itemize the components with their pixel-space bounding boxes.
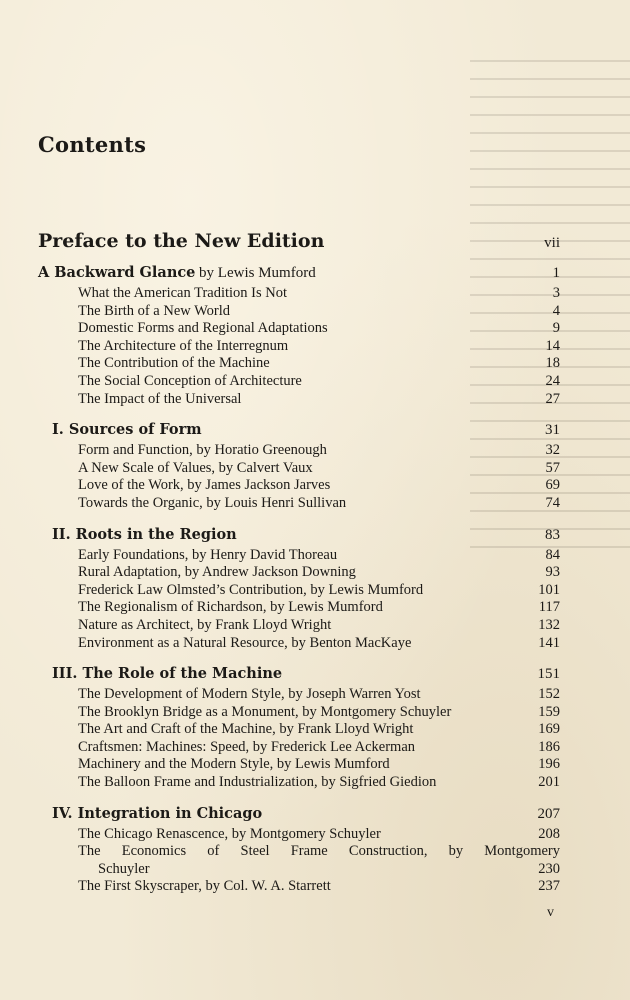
page-title: Contents bbox=[38, 132, 147, 157]
toc-entry bbox=[38, 826, 560, 844]
entry-title: Towards the Organic, by Louis Henri Sullivan bbox=[78, 494, 347, 511]
preface-row bbox=[38, 230, 560, 256]
entry-title: The Chicago Renascence, by Montgomery Schuyler bbox=[78, 825, 381, 842]
toc-entry bbox=[38, 442, 560, 460]
entry-page-number: 93 bbox=[545, 564, 560, 581]
entry-page-number: 3 bbox=[552, 285, 560, 301]
toc-entry bbox=[38, 878, 560, 896]
section-heading bbox=[38, 264, 560, 283]
entry-page-number: 9 bbox=[552, 320, 560, 337]
toc-entry bbox=[38, 774, 560, 792]
toc-entry bbox=[38, 635, 560, 653]
entry-title-continued: Schuyler bbox=[98, 860, 150, 877]
entry-title: Nature as Architect, by Frank Lloyd Wright bbox=[78, 616, 332, 633]
section-title bbox=[52, 421, 202, 439]
entry-page-number: 57 bbox=[545, 459, 560, 476]
toc-entry bbox=[38, 547, 560, 565]
entry-title: Craftsmen: Machines: Speed, by Frederick Lee Ackerman bbox=[78, 738, 416, 755]
entry-page-number: 230 bbox=[538, 860, 560, 877]
toc-entry bbox=[38, 495, 560, 513]
entry-page-number: 208 bbox=[538, 825, 560, 842]
toc-entry bbox=[38, 617, 560, 635]
page-folio: v bbox=[547, 905, 554, 920]
entry-page-number: 84 bbox=[545, 546, 560, 563]
entry-title: Machinery and the Modern Style, by Lewis Mumford bbox=[78, 756, 390, 773]
entry-page-number: 18 bbox=[545, 355, 560, 372]
entry-title: The Economics of Steel Frame Construction, by Montgomery bbox=[78, 843, 560, 860]
entry-page-number: 152 bbox=[538, 686, 560, 703]
entry-title: The Brooklyn Bridge as a Monument, by Montgomery Schuyler bbox=[78, 703, 452, 720]
toc-entry bbox=[38, 320, 560, 338]
toc-entry bbox=[38, 460, 560, 478]
section-title bbox=[52, 665, 282, 683]
entry-title: Environment as a Natural Resource, by Benton MacKaye bbox=[78, 634, 412, 651]
toc-entry bbox=[38, 756, 560, 774]
table-of-contents bbox=[38, 230, 560, 896]
section-page-number: 151 bbox=[537, 666, 560, 683]
entry-page-number: 201 bbox=[538, 774, 560, 791]
section-page-number: 207 bbox=[537, 805, 560, 822]
toc-entry bbox=[38, 704, 560, 722]
entry-page-number: 14 bbox=[545, 337, 560, 354]
entry-title: The First Skyscraper, by Col. W. A. Starrett bbox=[78, 878, 331, 895]
section-heading bbox=[38, 526, 560, 545]
section-title bbox=[38, 264, 316, 282]
entry-title: The Development of Modern Style, by Joseph Warren Yost bbox=[78, 686, 421, 703]
entry-page-number: 4 bbox=[552, 302, 560, 319]
section-heading bbox=[38, 665, 560, 684]
toc-entry bbox=[38, 582, 560, 600]
toc-entry bbox=[38, 285, 560, 303]
entry-page-number: 132 bbox=[538, 616, 560, 633]
toc-entry bbox=[38, 721, 560, 739]
section-byline: by Lewis Mumford bbox=[199, 265, 316, 281]
section-page-number: 1 bbox=[552, 265, 560, 281]
entry-title: The Contribution of the Machine bbox=[78, 355, 270, 372]
entry-title: Domestic Forms and Regional Adaptations bbox=[78, 320, 328, 337]
section-heading bbox=[38, 805, 560, 824]
toc-entry bbox=[38, 355, 560, 373]
entry-page-number: 186 bbox=[538, 738, 560, 755]
entry-title: Form and Function, by Horatio Greenough bbox=[78, 442, 327, 459]
section-name: III. The Role of the Machine bbox=[52, 665, 283, 683]
entry-title-continued-row bbox=[78, 861, 560, 879]
entry-page-number: 74 bbox=[545, 494, 560, 511]
section-page-number: 31 bbox=[545, 422, 560, 439]
toc-entry bbox=[38, 739, 560, 757]
section-name: A Backward Glance bbox=[38, 264, 196, 281]
entry-title: The Impact of the Universal bbox=[78, 390, 242, 407]
entry-page-number: 196 bbox=[538, 756, 560, 773]
entry-title: Frederick Law Olmsted’s Contribution, by Lewis Mumford bbox=[78, 581, 424, 598]
section-name: IV. Integration in Chicago bbox=[52, 804, 263, 822]
toc-entry bbox=[38, 599, 560, 617]
entry-title: Early Foundations, by Henry David Thoreau bbox=[78, 546, 338, 563]
section-name: II. Roots in the Region bbox=[52, 525, 237, 543]
entry-title: Rural Adaptation, by Andrew Jackson Downing bbox=[78, 564, 356, 581]
preface-page: vii bbox=[544, 235, 560, 251]
entry-page-number: 32 bbox=[545, 442, 560, 459]
toc-entry bbox=[38, 338, 560, 356]
toc-entry bbox=[38, 373, 560, 391]
section-title bbox=[52, 805, 262, 823]
entry-title: The Balloon Frame and Industrialization, by Sigfried Giedion bbox=[78, 774, 437, 791]
entry-page-number: 141 bbox=[538, 634, 560, 651]
entry-title: The Architecture of the Interregnum bbox=[78, 337, 289, 354]
toc-entry bbox=[38, 391, 560, 409]
entry-title: The Art and Craft of the Machine, by Frank Lloyd Wright bbox=[78, 721, 414, 738]
toc-entry bbox=[38, 843, 560, 878]
entry-title: The Social Conception of Architecture bbox=[78, 372, 302, 389]
entry-title: The Regionalism of Richardson, by Lewis Mumford bbox=[78, 599, 383, 616]
entry-page-number: 169 bbox=[538, 721, 560, 738]
entry-title: What the American Tradition Is Not bbox=[78, 285, 288, 301]
toc-entry bbox=[38, 477, 560, 495]
entry-title: The Birth of a New World bbox=[78, 302, 230, 319]
entry-title: A New Scale of Values, by Calvert Vaux bbox=[78, 459, 313, 476]
entry-page-number: 101 bbox=[538, 581, 560, 598]
section-heading bbox=[38, 421, 560, 440]
toc-entry bbox=[38, 564, 560, 582]
entry-page-number: 24 bbox=[545, 372, 560, 389]
entry-title: Love of the Work, by James Jackson Jarves bbox=[78, 477, 331, 494]
toc-entry bbox=[38, 303, 560, 321]
entry-page-number: 27 bbox=[545, 390, 560, 407]
toc-entry bbox=[38, 686, 560, 704]
section-page-number: 83 bbox=[545, 526, 560, 543]
entry-page-number: 117 bbox=[538, 599, 560, 616]
entry-page-number: 159 bbox=[538, 703, 560, 720]
section-title bbox=[52, 526, 237, 544]
preface-label: Preface to the New Edition bbox=[38, 230, 325, 252]
entry-page-number: 69 bbox=[545, 477, 560, 494]
entry-page-number: 237 bbox=[538, 878, 560, 895]
section-name: I. Sources of Form bbox=[52, 421, 202, 439]
